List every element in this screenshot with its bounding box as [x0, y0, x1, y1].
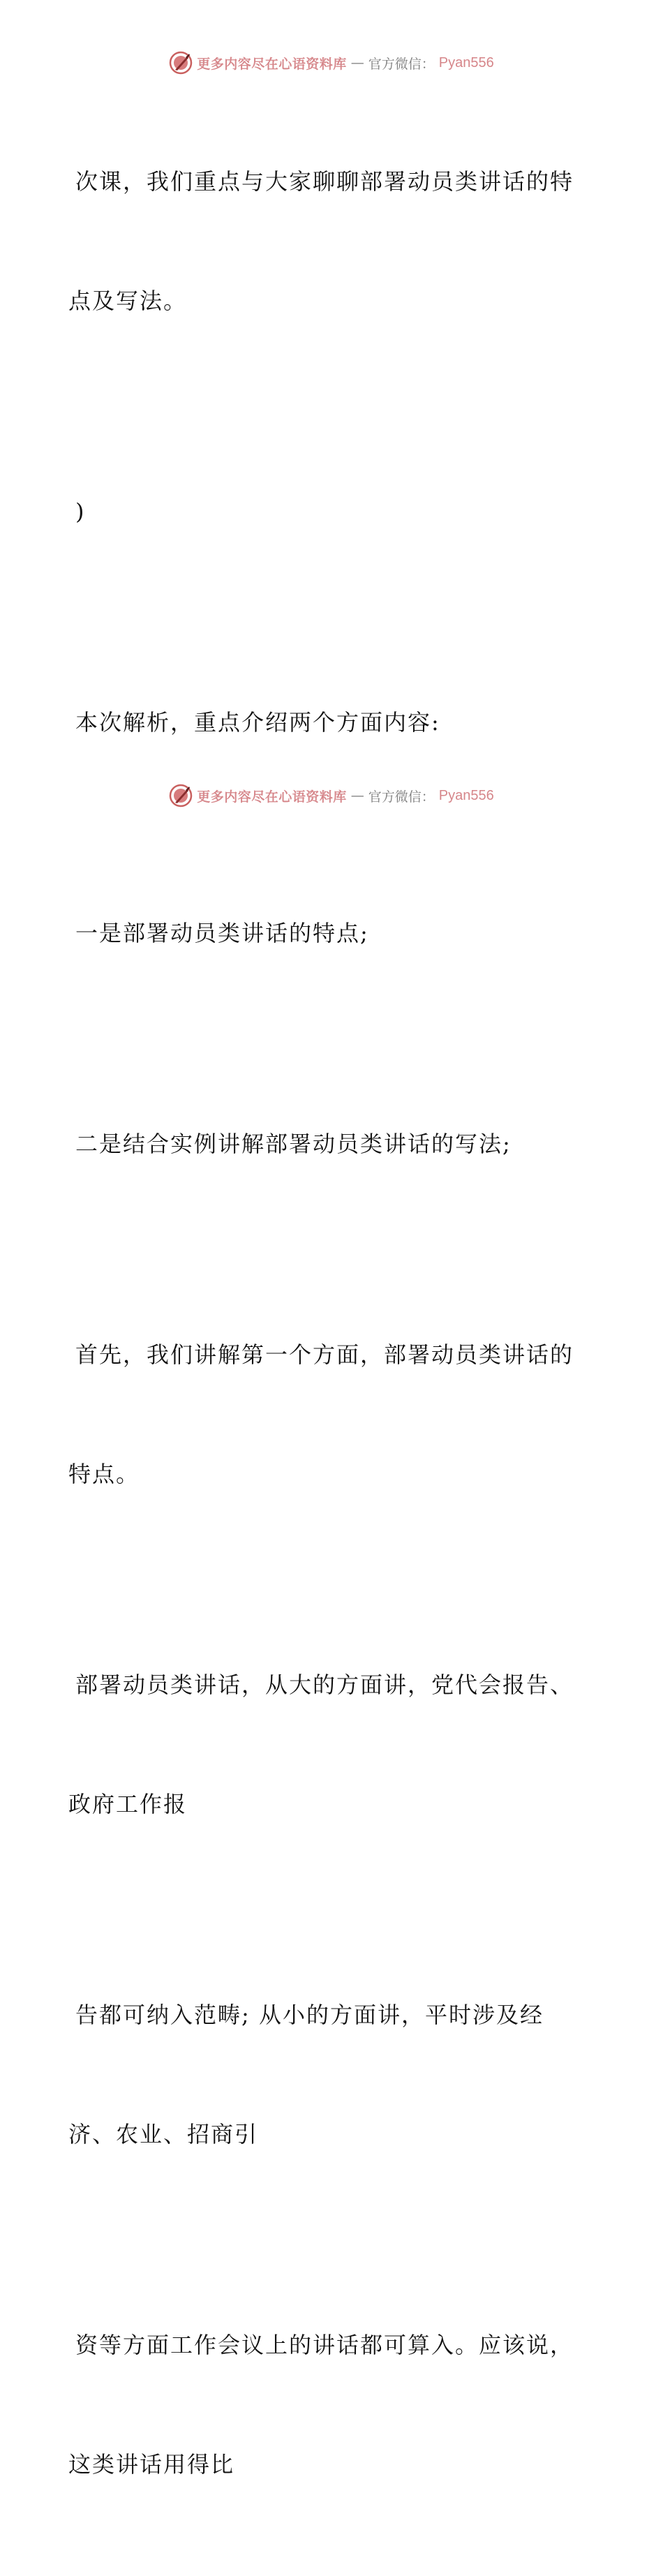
header-watermark	[0, 49, 663, 77]
text-line: 这类讲话用得比	[68, 2451, 235, 2478]
watermark-wechat-id: Pyan556	[438, 787, 494, 803]
paragraph	[68, 834, 585, 1033]
watermark-separator: —	[350, 55, 364, 70]
watermark-wechat-id: Pyan556	[438, 54, 494, 70]
paragraph	[68, 1256, 585, 1574]
paragraph	[68, 1586, 585, 1904]
watermark-separator: —	[350, 788, 364, 803]
paragraph	[68, 1916, 585, 2234]
text-line: 济、农业、招商引	[68, 2121, 259, 2147]
quill-pen-seal-icon	[169, 51, 193, 75]
text-line: 资等方面工作会议上的讲话都可算入。应该说，	[75, 2332, 574, 2358]
footer-watermark	[0, 782, 663, 810]
text-line: )	[75, 498, 86, 525]
text-line: 特点。	[68, 1461, 140, 1487]
text-line: 一是部署动员类讲话的特点;	[75, 920, 369, 946]
watermark-wechat-label: 官方微信：	[368, 789, 435, 805]
paragraph	[68, 1045, 585, 1244]
document-body	[68, 82, 585, 2576]
paragraph	[68, 82, 585, 401]
text-line: 二是结合实例讲解部署动员类讲话的写法;	[75, 1131, 512, 1157]
text-line: 政府工作报	[68, 1791, 188, 1817]
text-line: 首先，我们讲解第一个方面，部署动员类讲话的	[75, 1341, 574, 1368]
watermark-brand-text: 更多内容尽在心语资料库	[197, 56, 347, 72]
text-line: 告都可纳入范畴; 从小的方面讲，平时涉及经	[75, 2002, 544, 2028]
watermark-brand-text: 更多内容尽在心语资料库	[197, 789, 347, 805]
text-line: 次课，我们重点与大家聊聊部署动员类讲话的特	[75, 168, 574, 195]
text-line: 本次解析，重点介绍两个方面内容:	[75, 709, 440, 736]
watermark-wechat-label: 官方微信：	[368, 56, 435, 72]
text-line: 部署动员类讲话，从大的方面讲，党代会报告、	[75, 1672, 574, 1698]
paragraph	[68, 412, 585, 611]
quill-pen-seal-icon	[169, 784, 193, 807]
text-line: 点及写法。	[68, 288, 188, 314]
paragraph	[68, 2246, 585, 2564]
